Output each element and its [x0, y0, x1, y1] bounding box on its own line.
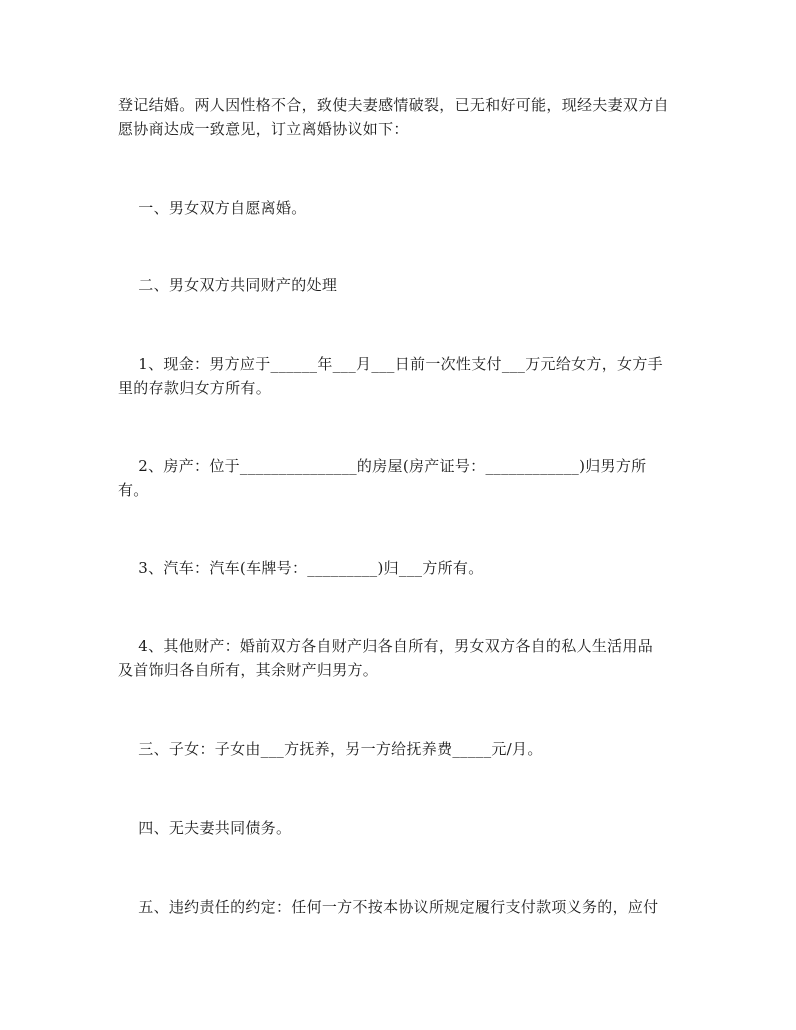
clause-2-1-cash: 1、现金：男方应于______年___月___日前一次性支付___万元给女方，女方手 里的存款归女方所有。	[118, 355, 663, 397]
clause-2-property-heading: 二、男女双方共同财产的处理	[118, 276, 338, 294]
clause-4-debts: 四、无夫妻共同债务。	[118, 819, 292, 837]
clause-2-2-real-estate: 2、房产：位于_______________的房屋(房产证号：____________)归男方所 有。	[118, 457, 647, 499]
clause-5-liability: 五、违约责任的约定：任何一方不按本协议所规定履行支付款项义务的，应付	[118, 898, 659, 916]
clause-2-4-other-property: 4、其他财产：婚前双方各自财产归各自所有，男女双方各自的私人生活用品 及首饰归各自所有，其余财产归男方。	[118, 637, 654, 679]
paragraph-intro: 登记结婚。两人因性格不合，致使夫妻感情破裂，已无和好可能，现经夫妻双方自 愿协商达成一致意见，订立离婚协议如下：	[118, 96, 669, 138]
clause-1-voluntary-divorce: 一、男女双方自愿离婚。	[118, 199, 307, 217]
clause-3-children: 三、子女：子女由___方抚养，另一方给抚养费_____元/月。	[118, 740, 543, 758]
clause-2-3-vehicle: 3、汽车：汽车(车牌号：_________)归___方所有。	[118, 559, 484, 577]
